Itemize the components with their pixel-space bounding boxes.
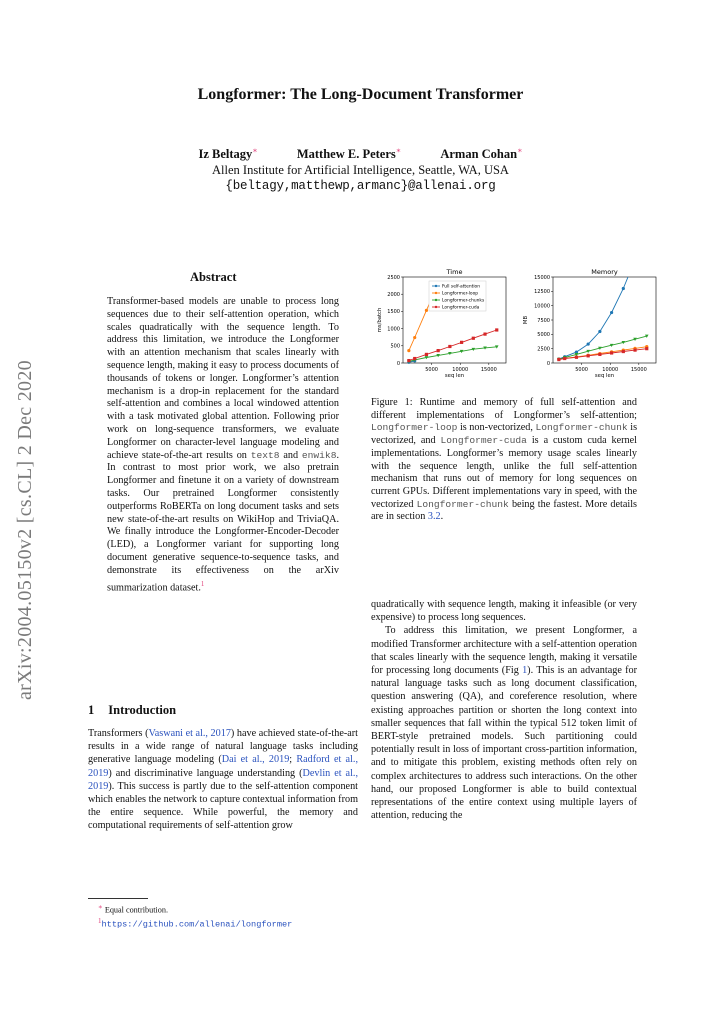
citation-link[interactable]: Devlin et al., 2019 xyxy=(88,767,358,792)
x-tick-label: 10000 xyxy=(602,367,619,373)
y-tick-label: 2000 xyxy=(387,292,400,298)
data-point xyxy=(407,349,410,352)
code-enwik8: enwik8 xyxy=(301,449,337,461)
legend-label: Longformer-loop xyxy=(442,291,479,297)
intro-right-column xyxy=(371,598,637,822)
data-point xyxy=(622,287,625,290)
chart-title: Memory xyxy=(591,268,618,276)
intro-paragraph: Transformers (Vaswani et al., 2017) have achieved state-of-the-art results in a wide range of natural language tasks including generative language modeling (Dai et al., 2019; Radford et al., 2019) and discriminative language understanding (Devlin et al., 2019). This success is partly due to the self-attention component which enables the network to capture contextual information from the entire sequence. While powerful, the memory and computational requirements of self-attention grow xyxy=(88,728,358,832)
data-point xyxy=(587,354,590,357)
footnotes: ∗ Equal contribution. $^1$https://github.com/allenai/longformer xyxy=(98,903,293,930)
data-point xyxy=(448,345,451,348)
footnote-divider xyxy=(88,898,148,899)
data-point xyxy=(587,342,590,345)
figure-caption: Figure 1: Runtime and memory of full self-attention and different implementations of Longformer’s self-attention; Longformer-loop is non-vectorized, Longformer-chunk is vectorized, and Longformer-cuda is a custom cuda kernel implementations. Longformer’s memory usage scales linearly with the sequence length, unlike the full self-attention mechanism that runs out of memory for long sequences on current GPUs. Different implementations vary in speed, with the vectorized Longformer-chunk being the fastest. More details are in section 3.2. xyxy=(371,397,638,523)
data-point xyxy=(557,358,560,361)
legend-marker xyxy=(435,299,437,301)
y-tick-label: 2500 xyxy=(537,346,550,353)
abstract-body: Transformer-based models are unable to process long sequences due to their self-attention operation, which scales quadratically with the sequence length. To address this limitation, we introduce the Longformer with an attention mechanism that scales linearly with sequence length, making it easy to process documents of thousands of tokens or longer. Longformer’s attention mechanism is a drop-in replacement for the standard self-attention and combines a local windowed attention with a task motivated global attention. Following prior work on long-sequence transformers, we evaluate Longformer on character-level language modeling and achieve state-of-the-art results on text8 and enwik8. In contrast to most prior work, we also pretrain Longformer and finetune it on a variety of downstream tasks. Our pretrained Longformer consistently outperforms RoBERTa on long document tasks and sets new state-of-the-art results on WikiHop and TriviaQA. We finally introduce the Longformer-Encoder-Decoder (LED), a Longformer variant for supporting long document generative sequence-to-sequence tasks, and demonstrate its effectiveness on the arXiv summarization dataset.$^1$ xyxy=(107,296,339,593)
abstract-heading: Abstract xyxy=(190,270,237,284)
paragraph: quadratically with sequence length, making it infeasible (or very expensive) to process long sequences. xyxy=(371,599,637,624)
x-tick-label: 10000 xyxy=(452,367,469,373)
paragraph: To address this limitation, we present Longformer, a modified Transformer architecture with a self-attention operation that scales linearly with the sequence length, making it versatile for processing long documents (Fig 1). This is an advantage for natural language tasks such as long document classification, question answering (QA), and coreference resolution, where existing approaches partition or shorten the long context into smaller sequences that fall within the typical 512 token limit of BERT-style pretrained models. Such partitioning could potentially result in loss of important cross-partition information, and to mitigate this problem, existing methods often rely on complex architectures to address such interactions. On the other hand, our proposed Longformer is able to build contextual representations of the entire context using multiple layers of attention, reducing the xyxy=(371,625,638,822)
x-tick-label: 15000 xyxy=(480,367,497,373)
data-point xyxy=(460,341,463,344)
data-point xyxy=(645,347,648,350)
citation-link[interactable]: Radford et al., 2019 xyxy=(88,754,358,779)
code-text8: text8 xyxy=(250,449,280,461)
data-point xyxy=(563,357,566,360)
y-tick-label: 0 xyxy=(396,360,400,367)
figure-ref-link[interactable]: 1 xyxy=(522,665,528,677)
x-tick-label: 15000 xyxy=(630,367,647,373)
paper-title: Longformer: The Long-Document Transformer xyxy=(197,86,524,103)
section-heading: 1 Introduction xyxy=(88,703,177,717)
data-point xyxy=(413,357,416,360)
x-tick-label: 5000 xyxy=(575,367,588,373)
y-tick-label: 2500 xyxy=(387,274,400,281)
data-point xyxy=(610,311,613,314)
y-tick-label: 0 xyxy=(546,360,550,367)
data-point xyxy=(575,356,578,359)
y-tick-label: 12500 xyxy=(534,289,550,296)
y-tick-label: 10000 xyxy=(534,303,550,310)
x-tick-label: 5000 xyxy=(425,367,438,373)
footnote-ref[interactable]: 1 xyxy=(200,579,205,588)
data-point xyxy=(495,328,498,331)
data-point xyxy=(483,333,486,336)
author-emails: {beltagy,matthewp,armanc}@allenai.org xyxy=(225,179,496,193)
data-point xyxy=(610,351,613,354)
y-tick-label: 1500 xyxy=(387,309,400,316)
y-axis-label: MB xyxy=(523,315,529,325)
data-point xyxy=(437,349,440,352)
legend-label: Full self-attention xyxy=(442,284,481,290)
author-list xyxy=(0,146,721,162)
data-point xyxy=(598,330,601,333)
author: Matthew E. Peters∗ xyxy=(296,146,402,162)
author: Iz Beltagy∗ xyxy=(198,146,258,162)
legend-marker xyxy=(435,285,437,287)
data-point xyxy=(407,359,410,362)
arxiv-identifier: arXiv:2004.05150v2 [cs.CL] 2 Dec 2020 xyxy=(14,360,36,700)
chart-title: Time xyxy=(446,268,463,276)
affiliation: Allen Institute for Artificial Intelligence, Seattle, WA, USA xyxy=(212,163,509,177)
author: Arman Cohan∗ xyxy=(440,146,523,162)
x-axis-label: seq len xyxy=(594,373,615,379)
y-axis-label: ms/batch xyxy=(377,307,383,333)
x-axis-label: seq len xyxy=(444,373,465,379)
figure-1-charts xyxy=(371,264,667,390)
data-point xyxy=(622,350,625,353)
y-tick-label: 7500 xyxy=(537,317,550,324)
citation-link[interactable]: Dai et al., 2019 xyxy=(221,754,290,766)
legend-label: Longformer-chunks xyxy=(442,298,485,304)
data-point xyxy=(472,337,475,340)
legend-marker xyxy=(435,292,437,294)
legend-marker xyxy=(435,306,437,308)
footnote-url-link[interactable]: https://github.com/allenai/longformer xyxy=(101,919,293,930)
data-point xyxy=(633,349,636,352)
citation-link[interactable]: Vaswani et al., 2017 xyxy=(148,728,231,739)
y-tick-label: 5000 xyxy=(537,332,550,339)
y-tick-label: 500 xyxy=(390,343,400,350)
data-point xyxy=(413,336,416,339)
data-point xyxy=(425,309,428,312)
section-ref-link[interactable]: 3.2 xyxy=(427,511,441,523)
data-point xyxy=(598,353,601,356)
y-tick-label: 1000 xyxy=(387,326,400,333)
legend-label: Longformer-cuda xyxy=(442,305,480,311)
data-point xyxy=(425,353,428,356)
y-tick-label: 15000 xyxy=(534,274,550,281)
plot-frame xyxy=(553,277,656,363)
